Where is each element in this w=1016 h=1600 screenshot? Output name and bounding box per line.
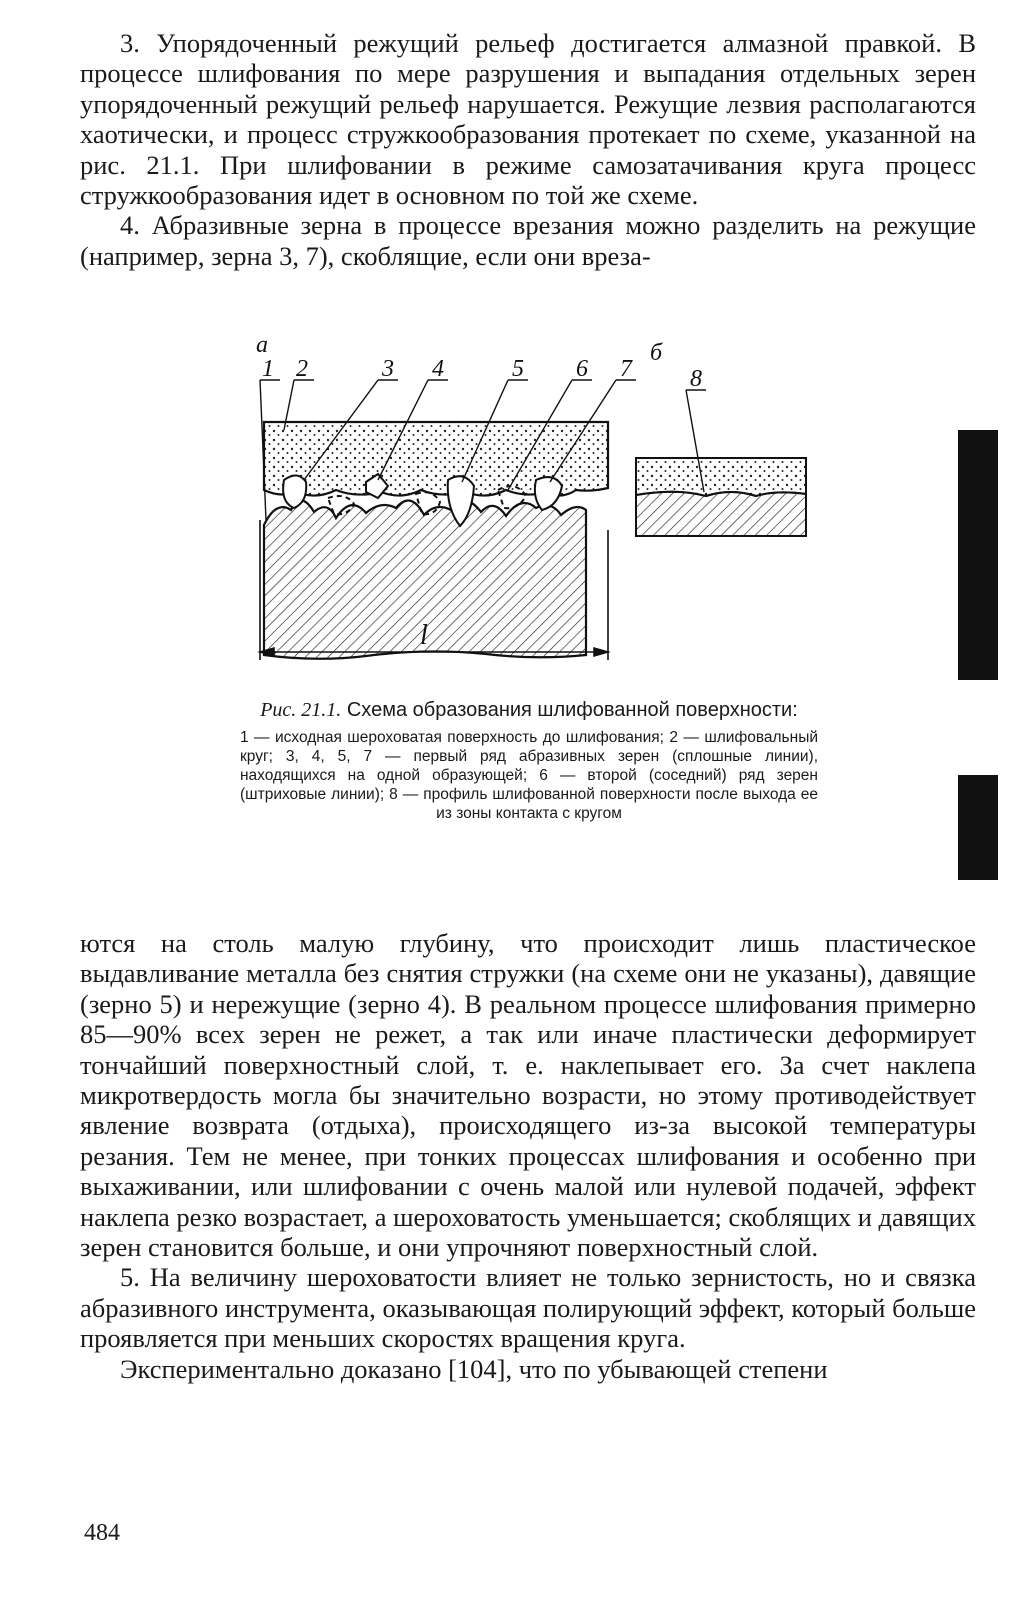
caption-title-text: Схема образования шлифованной поверхности: [341, 699, 798, 721]
paragraph: Экспериментально доказано [104], что по убывающей степени [120, 1353, 828, 1384]
scan-edge-mark [958, 430, 998, 680]
figure-caption [240, 698, 818, 823]
text-block-top [80, 28, 976, 271]
fig-number-3: 3 [382, 356, 394, 382]
paragraph: ются на столь малую глубину, что происходит лишь пластическое выдавливание металла без снятия стружки (на схеме они не указаны), давящие (зерно 5) и нережущие (зерно 4). В реальном процессе шлифования примерно 85—90% всех зерен не режет, а так или иначе пластически деформирует тончайший поверхностный слой, т. е. наклепывает его. За счет наклепа микротвердость могла бы значительно возрасти, но этому противодействует явление возврата (отдыха), происходящего из-за высокой температуры резания. Тем не менее, при тонких процессах шлифования и особенно при выхаживании, или шлифовании с очень малой или нулевой подачей, эффект наклепа резко возрастает, а шероховатость уменьшается; скоблящих и давящих зерен становится больше, и они упрочняют поверхностный слой. [80, 928, 976, 1263]
fig-number-1: 1 [262, 356, 274, 382]
fig-number-8: 8 [690, 366, 702, 392]
page-number: 484 [84, 1520, 120, 1546]
scan-edge-mark [958, 775, 998, 880]
paragraph: 5. На величину шероховатости влияет не только зернистость, но и связка абразивного инструмента, оказывающая полирующий эффект, который больше проявляется при меньших скоростях вращения круга. [80, 1262, 976, 1354]
dimension-label: l [420, 620, 428, 651]
figure-21-1 [236, 330, 836, 710]
fig-number-2: 2 [296, 356, 308, 382]
label-b: б [650, 340, 663, 366]
fig-number-4: 4 [432, 356, 444, 382]
fig-number-7: 7 [620, 356, 632, 382]
caption-title [240, 698, 818, 722]
ground-profile [636, 458, 806, 536]
paragraph: 4. Абразивные зерна в процессе врезания можно разделить на режущие (например, зерна 3, 7), скоблящие, если они вреза- [80, 210, 976, 271]
fig-number-6: 6 [576, 356, 588, 382]
fig-number-5: 5 [512, 356, 524, 382]
paragraph: 3. Упорядоченный режущий рельеф достигается алмазной правкой. В процессе шлифования по мере разрушения и выпадания отдельных зерен упорядоченный режущий рельеф нарушается. Режущие лезвия располагаются хаотически, и процесс стружкообразования протекает по схеме, указанной на рис. 21.1. При шлифовании в режиме самозатачивания круга процесс стружкообразования идет в основном по той же схеме. [80, 28, 976, 211]
label-a: а [256, 332, 268, 358]
caption-figure-label: Рис. 21.1. [260, 699, 342, 721]
caption-legend: 1 — исходная шероховатая поверхность до шлифования; 2 — шлифовальный круг; 3, 4, 5, 7 — первый ряд абразивных зерен (сплошные линии), находящихся на одной образующей; 6 — второй (соседний) ряд зерен (штриховые линии); 8 — профиль шлифованной поверхности после выхода ее из зоны контакта с кругом [240, 729, 818, 822]
text-block-bottom [80, 928, 976, 1384]
